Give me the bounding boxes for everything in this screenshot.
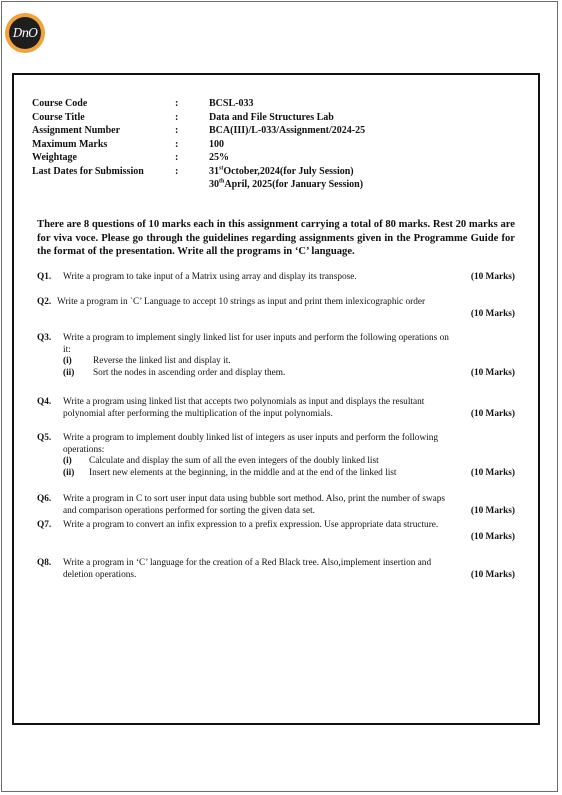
header-value: BCA(III)/L-033/Assignment/2024-25	[209, 125, 366, 136]
header-row	[32, 124, 439, 138]
header-row	[32, 138, 439, 152]
header-label: Course Title	[32, 111, 85, 123]
question-text: Write a program to implement singly linked list for user inputs and perform the following operations on	[63, 333, 449, 343]
header-colon: :	[175, 98, 179, 109]
submission-date-july: 31stOctober,2024(for July Session)	[209, 165, 354, 177]
question-marks: (10 Marks)	[470, 467, 515, 478]
question-number: Q3.	[37, 333, 52, 343]
sub-question: (i) Calculate and display the sum of all the even integers of the doubly linked list	[63, 456, 379, 466]
question-text: Write a program in C to sort user input data using bubble sort method. Also, print the number of swaps	[63, 494, 446, 504]
question-7	[37, 520, 515, 543]
question-1	[37, 272, 515, 284]
question-text-cont: it:	[63, 344, 71, 355]
question-marks: (10 Marks)	[470, 272, 515, 282]
question-text-cont: and comparison operations performed for sorting the given data set.	[63, 505, 315, 516]
logo-mark: DnO	[9, 17, 41, 49]
header-value: BCSL-033	[209, 98, 254, 109]
question-number: Q4.	[37, 397, 52, 407]
question-text: Write a program to convert an infix expression to a prefix expression. Use appropriate data structure.	[63, 520, 439, 530]
question-6	[37, 494, 515, 517]
header-label: Weightage	[32, 152, 77, 163]
question-5	[37, 433, 515, 479]
header-row	[32, 165, 439, 179]
question-2	[37, 297, 515, 320]
question-number: Q7.	[37, 520, 52, 530]
header-colon: :	[175, 125, 179, 136]
question-text-cont: deletion operations.	[63, 569, 137, 580]
assignment-instructions: There are 8 questions of 10 marks each in this assignment carrying a total of 80 marks. Rest 20 marks are for viva voce. Please go through the guidelines regarding assignments given in the Programme Guide for the format of the presentation. Write all the programs in ‘C’ language.	[37, 219, 515, 258]
header-row	[32, 97, 439, 111]
question-number: Q1.	[37, 272, 52, 282]
question-text: Write a program in `C’ Language to accept 10 strings as input and print them inlexicographic order	[57, 297, 426, 307]
question-number: Q6.	[37, 494, 52, 504]
header-label: Course Code	[32, 98, 88, 109]
header-label: Assignment Number	[32, 125, 121, 136]
question-marks: (10 Marks)	[470, 505, 515, 516]
question-number: Q8.	[37, 558, 52, 568]
sub-question: (i) Reverse the linked list and display it.	[63, 356, 231, 366]
header-colon: :	[175, 111, 179, 123]
question-text: Write a program to take input of a Matrix using array and display its transpose.	[63, 272, 357, 282]
header-colon: :	[175, 152, 179, 163]
question-text: Write a program using linked list that accepts two polynomials as input and displays the resultant	[63, 397, 425, 407]
header-value: Data and File Structures Lab	[209, 111, 334, 123]
question-number: Q2.	[37, 297, 52, 307]
question-3	[37, 333, 515, 379]
question-marks: (10 Marks)	[470, 408, 515, 419]
header-value: 25%	[209, 152, 229, 163]
question-marks: (10 Marks)	[470, 367, 515, 378]
header-label: Maximum Marks	[32, 138, 108, 150]
logo	[5, 13, 45, 53]
question-marks: (10 Marks)	[470, 531, 515, 542]
question-4	[37, 397, 515, 420]
question-text-cont: polynomial after performing the multiplication of the input polynomials.	[63, 408, 333, 419]
question-text: Write a program in ‘C’ language for the creation of a Red Black tree. Also,implement insertion and	[63, 558, 432, 568]
header-value: 100	[209, 138, 224, 150]
header-colon: :	[175, 165, 179, 177]
sub-question: (ii) Insert new elements at the beginning, in the middle and at the end of the linked list (10 Marks)	[63, 467, 515, 478]
header-row	[32, 151, 439, 165]
course-header	[32, 97, 439, 192]
header-row	[32, 178, 439, 192]
header-label: Last Dates for Submission	[32, 165, 144, 177]
header-colon: :	[175, 138, 179, 150]
question-marks: (10 Marks)	[470, 308, 515, 319]
header-row	[32, 111, 439, 125]
question-text: Write a program to implement doubly linked list of integers as user inputs and perform the following	[63, 433, 439, 443]
question-number: Q5.	[37, 433, 52, 443]
submission-date-january: 30thApril, 2025(for January Session)	[209, 178, 364, 190]
question-marks: (10 Marks)	[470, 569, 515, 580]
question-8	[37, 558, 515, 581]
question-text-cont: operations:	[63, 444, 105, 455]
sub-question: (ii) Sort the nodes in ascending order and display them. (10 Marks)	[63, 367, 515, 378]
